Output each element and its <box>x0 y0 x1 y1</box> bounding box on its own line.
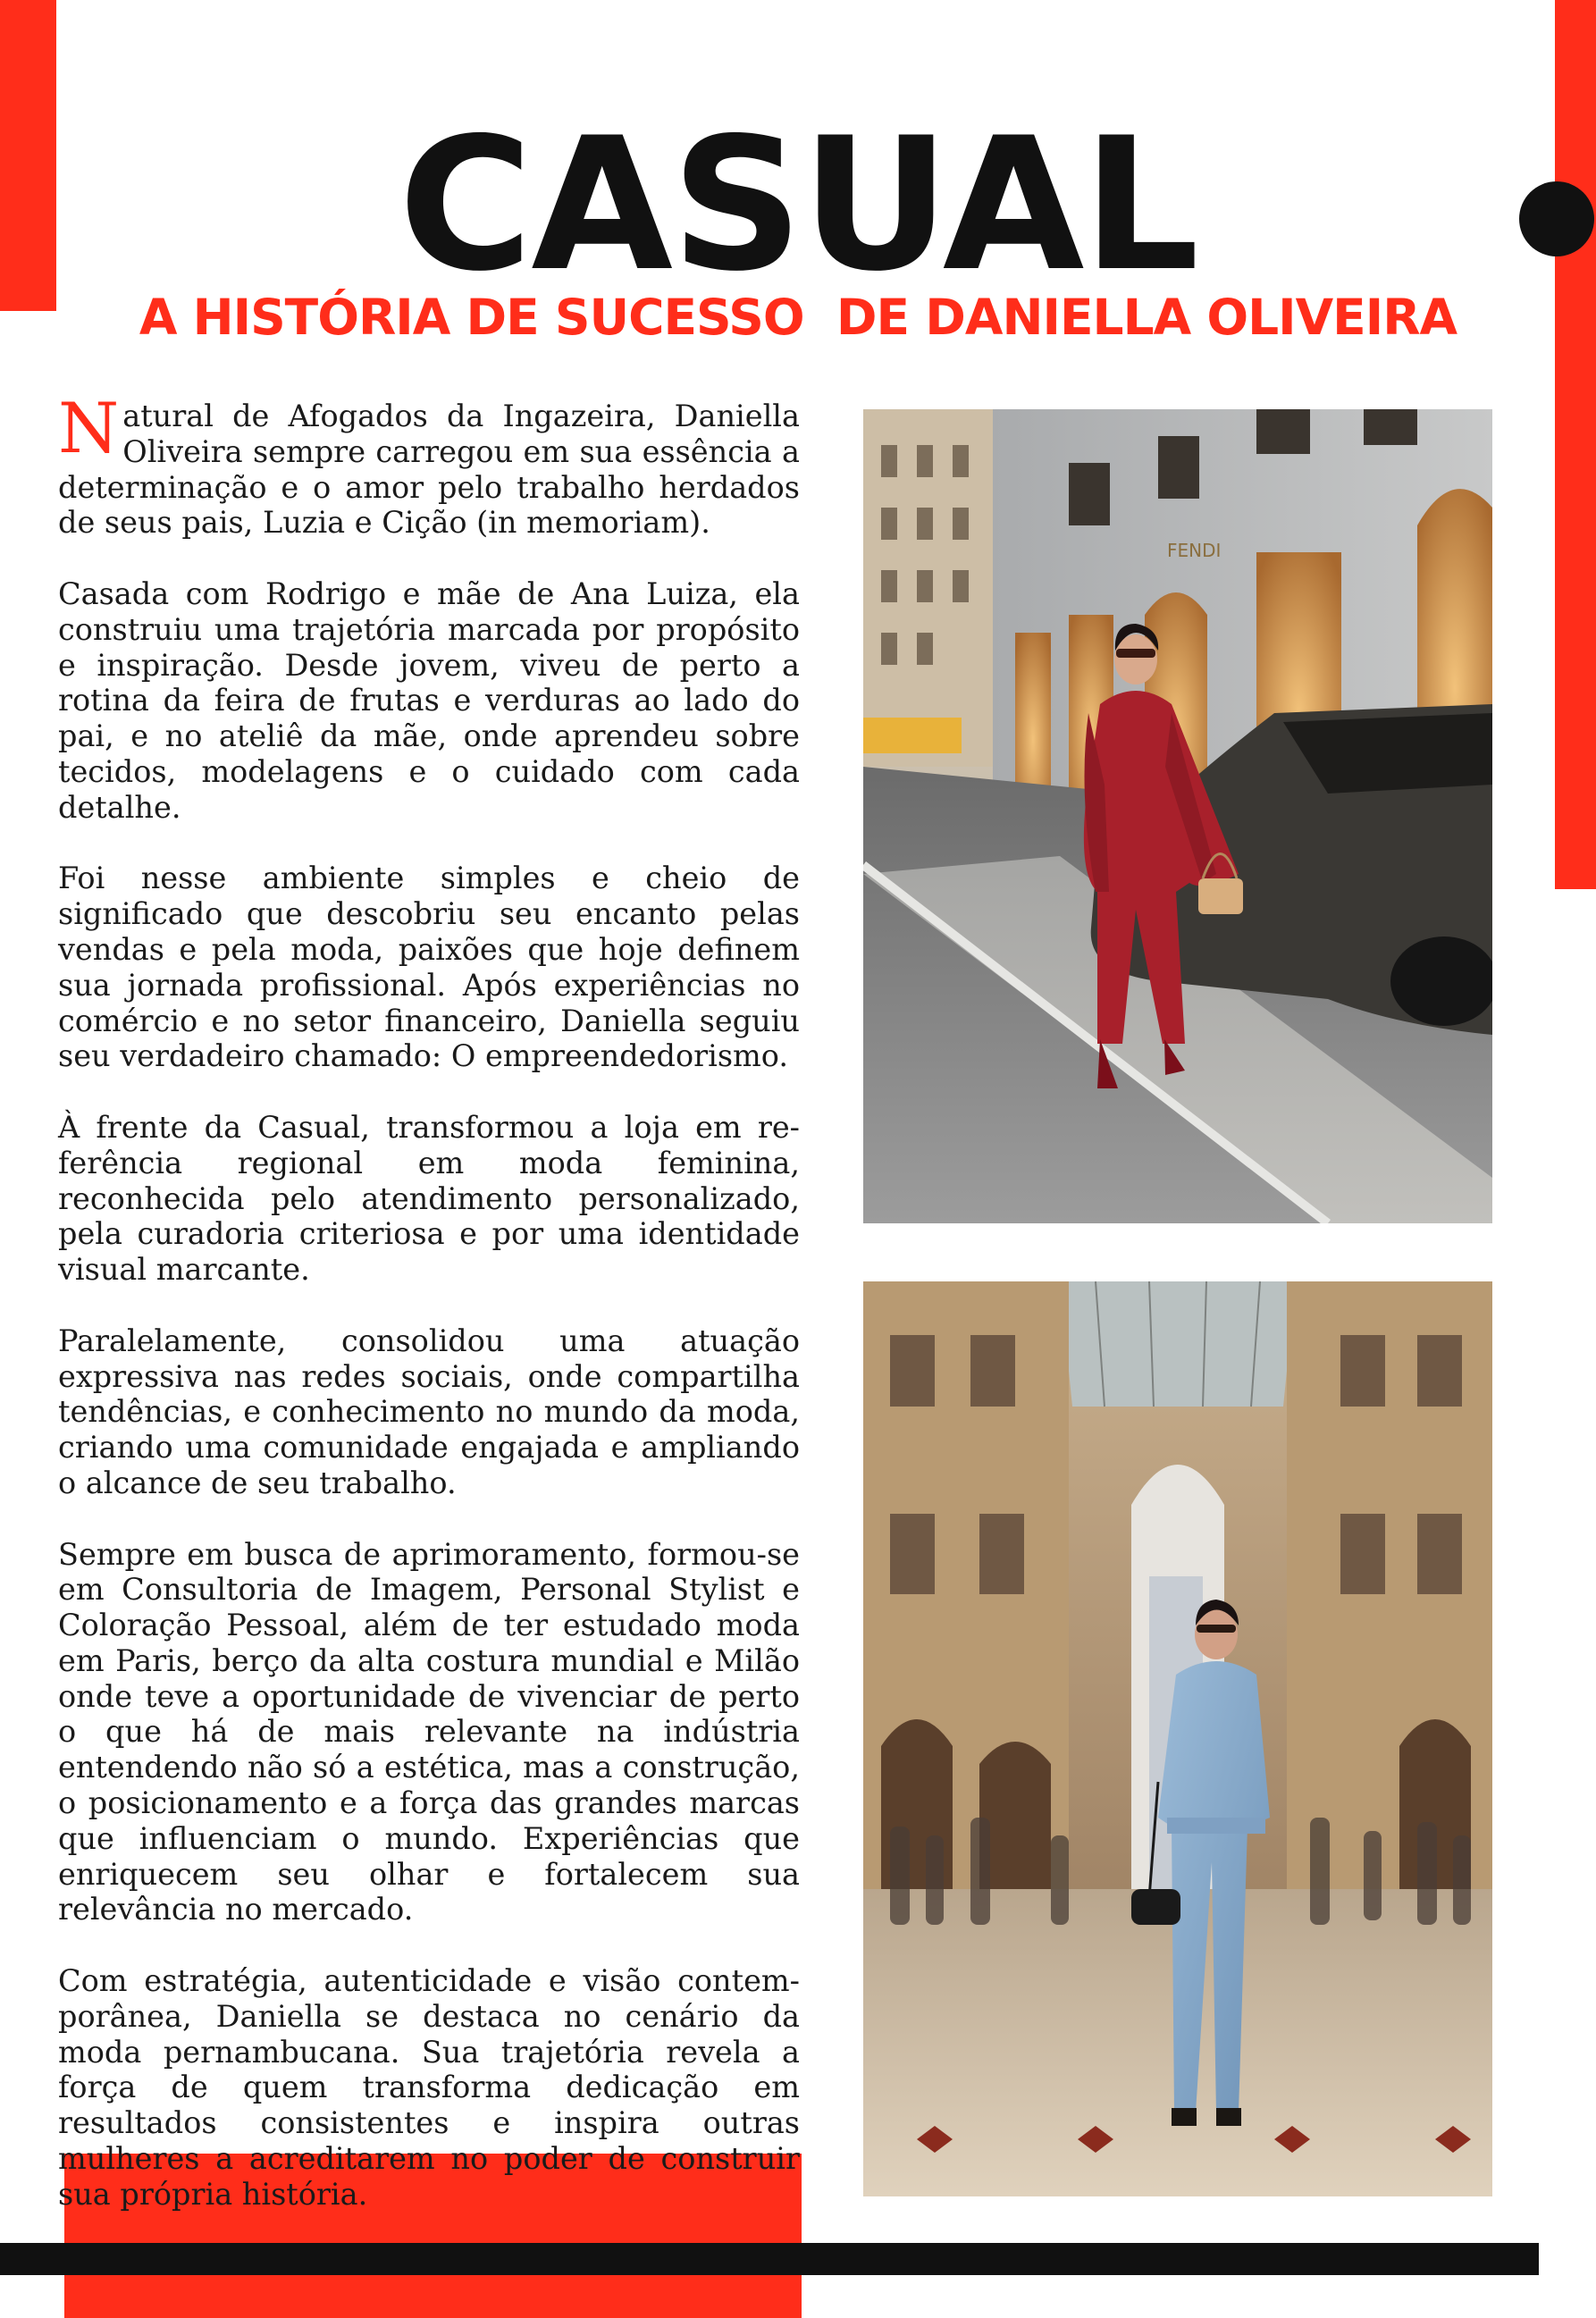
photo-sign-text: FENDI <box>1167 540 1222 561</box>
article-paragraph: Casada com Rodrigo e mãe de Ana Luiza, ela construiu uma trajetória marcada por propósito e inspiração. Desde jovem, viveu de perto a rotina da feira de frutas e verduras ao lado do pai, e no ateliê da mãe, onde aprendeu sobre tecidos, modelagens e o cuidado com cada detalhe. <box>58 575 800 825</box>
page-title: CASUAL <box>398 99 1198 312</box>
article-paragraph <box>58 389 800 541</box>
article-paragraph: Sempre em busca de aprimoramento, formou-se em Consultoria de Imagem, Personal Stylist e Coloração Pessoal, além de ter estudado moda em Paris, berço da alta costura mundial e Milão onde teve a oportunidade de vivenciar de perto o que há de mais relevante na indústria entendendo não só a estética, mas a construção, o posicionamento e a força das grandes marcas que influenciam o mundo. Experiências que enriquecem seu olhar e fortalecem sua relevância no mercado. <box>58 1536 800 1927</box>
photo-galleria-denim <box>863 1281 1492 2196</box>
photo-street-red-suit <box>863 409 1492 1223</box>
article-body <box>58 389 800 2247</box>
article-paragraph: Com estratégia, autenticidade e visão contemporânea, Daniella se destaca no cenário da moda pernambucana. Sua trajetória revela a força de quem transforma dedicação em resultados consistentes e inspira outras mulheres a acreditarem no poder de construir sua própria história. <box>58 1963 800 2212</box>
drop-cap: N <box>58 389 120 469</box>
article-paragraph: Foi nesse ambiente simples e cheio de significado que descobriu seu encanto pelas vendas e pela moda, paixões que hoje definem sua jornada profissional. Após experiências no comércio e no setor financeiro, Daniella seguiu seu verdadeiro chamado: O empreendedorismo. <box>58 861 800 1074</box>
article-paragraph: À frente da Casual, transformou a loja em referência regional em moda feminina, reconhecida pelo atendimento personalizado, pela curadoria criteriosa e por uma identidade visual marcante. <box>58 1109 800 1288</box>
article-paragraph: Paralelamente, consolidou uma atuação expressiva nas redes sociais, onde compartilha tendências, e conhecimento no mundo da moda, criando uma comunidade engajada e ampliando o alcance de seu trabalho. <box>58 1323 800 1500</box>
page-subtitle: A HISTÓRIA DE SUCESSO DE DANIELLA OLIVEIRA <box>139 289 1457 346</box>
first-paragraph-text: atural de Afogados da Ingazeira, Daniella Oliveira sempre carregou em sua essência a determinação e o amor pelo trabalho herdados de seus pais, Luzia e Cição (in memoriam). <box>58 399 800 541</box>
